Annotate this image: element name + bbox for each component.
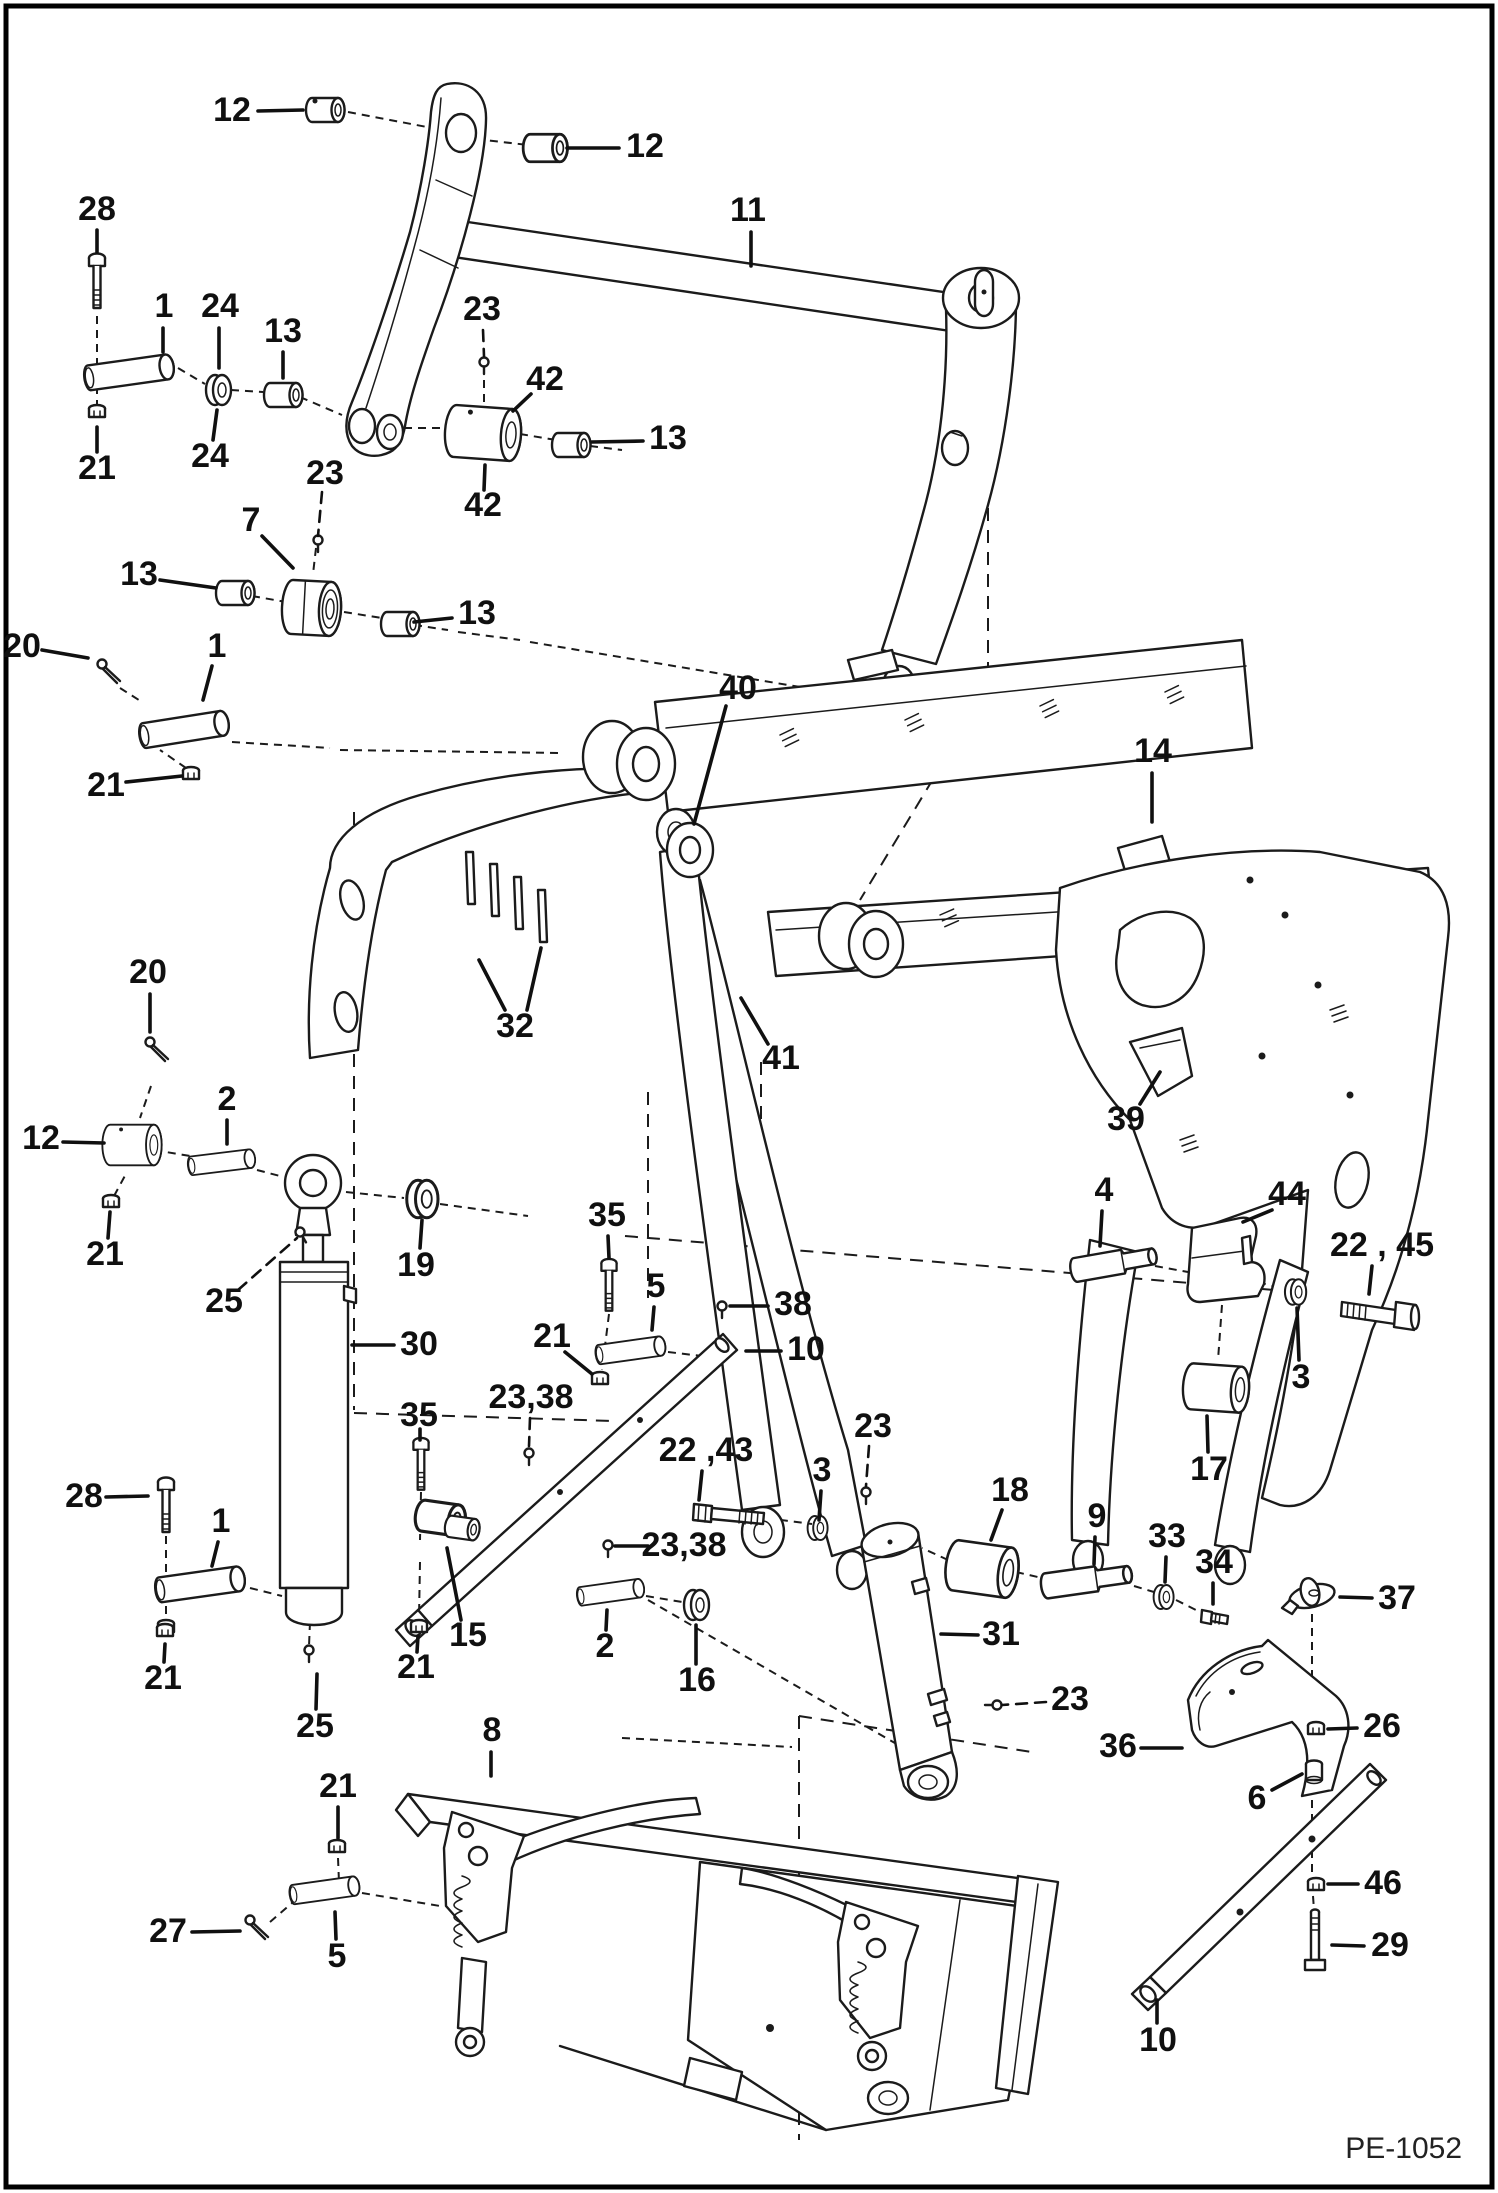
part-callout-36-61: 36 bbox=[1099, 1726, 1137, 1765]
leader-line-19 bbox=[420, 1220, 422, 1248]
bushing-13-b bbox=[552, 433, 591, 457]
part-callout-34-58: 34 bbox=[1195, 1542, 1233, 1581]
bushing-13-d bbox=[381, 612, 420, 636]
part-callout-20-25: 20 bbox=[129, 952, 167, 991]
leader-line-33 bbox=[1165, 1557, 1166, 1582]
leader-line-26 bbox=[1328, 1728, 1357, 1729]
part-callout-6-63: 6 bbox=[1247, 1778, 1267, 1817]
leader-line-9 bbox=[1094, 1537, 1095, 1564]
leader-line-4 bbox=[1100, 1211, 1102, 1246]
nut-21-a bbox=[89, 405, 105, 417]
leader-line-37 bbox=[1340, 1597, 1372, 1598]
leader-line-29 bbox=[1332, 1945, 1364, 1946]
part-callout-1-4: 1 bbox=[154, 286, 174, 325]
part-callout-14-22: 14 bbox=[1134, 731, 1172, 770]
nut-21-g bbox=[157, 1624, 173, 1636]
part-callout-39-24: 39 bbox=[1107, 1099, 1145, 1138]
bushing-17 bbox=[1181, 1363, 1250, 1413]
nut-26 bbox=[1308, 1722, 1324, 1734]
part-callout-25-29: 25 bbox=[205, 1281, 243, 1320]
part-callout-23-60: 23 bbox=[1051, 1679, 1089, 1718]
leader-line-5 bbox=[652, 1307, 654, 1330]
part-callout-12-26: 12 bbox=[22, 1118, 60, 1157]
part-callout-19-30: 19 bbox=[397, 1245, 435, 1284]
part-callout-2-27: 2 bbox=[217, 1079, 237, 1118]
part-callout-23-38-51: 23,38 bbox=[641, 1525, 727, 1564]
part-callout-13-9: 13 bbox=[649, 418, 687, 457]
part-callout-12-0: 12 bbox=[213, 90, 251, 129]
leader-line-31 bbox=[941, 1634, 978, 1635]
part-callout-21-72: 21 bbox=[144, 1658, 182, 1697]
bushing-12-right bbox=[523, 134, 567, 162]
leader-line-3 bbox=[1297, 1308, 1299, 1360]
part-callout-42-12: 42 bbox=[464, 485, 502, 524]
part-callout-24-5: 24 bbox=[201, 286, 239, 325]
part-callout-26-62: 26 bbox=[1363, 1706, 1401, 1745]
part-callout-20-18: 20 bbox=[3, 626, 41, 665]
part-callout-24-11: 24 bbox=[191, 436, 229, 475]
leader-line-5 bbox=[335, 1912, 336, 1939]
part-callout-11-2: 11 bbox=[730, 190, 766, 229]
part-callout-23-7: 23 bbox=[463, 289, 501, 328]
part-callout-28-46: 28 bbox=[65, 1476, 103, 1515]
part-callout-13-16: 13 bbox=[458, 593, 496, 632]
nut-46 bbox=[1308, 1878, 1324, 1890]
part-callout-16-53: 16 bbox=[678, 1660, 716, 1699]
part-callout-32-21: 32 bbox=[496, 1006, 534, 1045]
part-callout-9-56: 9 bbox=[1087, 1496, 1107, 1535]
part-callout-31-54: 31 bbox=[982, 1614, 1020, 1653]
bushing-18 bbox=[943, 1539, 1022, 1599]
nut-21-e bbox=[411, 1620, 427, 1632]
part-callout-22-43-38: 22 ,43 bbox=[658, 1430, 754, 1469]
part-callout-28-3: 28 bbox=[78, 189, 116, 228]
part-callout-21-36: 21 bbox=[533, 1316, 571, 1355]
part-callout-37-59: 37 bbox=[1378, 1578, 1416, 1617]
part-callout-15-49: 15 bbox=[449, 1615, 487, 1654]
part-callout-13-15: 13 bbox=[120, 554, 158, 593]
part-callout-30-31: 30 bbox=[400, 1324, 438, 1363]
part-callout-40-20: 40 bbox=[719, 668, 757, 707]
part-callout-2-52: 2 bbox=[595, 1626, 615, 1665]
part-callout-21-19: 21 bbox=[87, 765, 125, 804]
part-callout-21-10: 21 bbox=[78, 448, 116, 487]
bushing-7 bbox=[281, 579, 343, 636]
part-callout-25-69: 25 bbox=[296, 1706, 334, 1745]
part-callout-3-44: 3 bbox=[1291, 1357, 1311, 1396]
part-callout-7-14: 7 bbox=[241, 500, 261, 539]
part-callout-13-6: 13 bbox=[264, 311, 302, 350]
part-callout-38-34: 38 bbox=[774, 1284, 812, 1323]
part-callout-1-47: 1 bbox=[211, 1501, 231, 1540]
part-callout-23-38-37: 23,38 bbox=[488, 1377, 574, 1416]
bushing-12-left bbox=[306, 98, 345, 122]
part-callout-44-42: 44 bbox=[1268, 1174, 1306, 1213]
nut-21-f bbox=[592, 1372, 608, 1384]
spacer-6 bbox=[1306, 1761, 1322, 1784]
leader-line-25 bbox=[316, 1674, 317, 1709]
part-callout-29-65: 29 bbox=[1371, 1925, 1409, 1964]
leader-line-35 bbox=[608, 1236, 609, 1258]
part-callout-10-35: 10 bbox=[787, 1329, 825, 1368]
part-callout-3-39: 3 bbox=[812, 1450, 832, 1489]
part-callout-21-68: 21 bbox=[319, 1766, 357, 1805]
part-callout-1-17: 1 bbox=[207, 626, 227, 665]
bushing-13-a bbox=[264, 383, 303, 407]
bushing-12-c bbox=[102, 1125, 161, 1166]
part-callout-5-33: 5 bbox=[646, 1266, 666, 1305]
part-callout-42-8: 42 bbox=[526, 359, 564, 398]
part-callout-4-41: 4 bbox=[1094, 1170, 1114, 1209]
bushing-13-c bbox=[216, 581, 255, 605]
leader-line-12 bbox=[63, 1142, 104, 1143]
leader-line-17 bbox=[1207, 1416, 1208, 1452]
part-callout-18-55: 18 bbox=[991, 1470, 1029, 1509]
part-callout-23-40: 23 bbox=[854, 1406, 892, 1445]
part-callout-8-67: 8 bbox=[482, 1710, 502, 1749]
part-callout-12-1: 12 bbox=[626, 126, 664, 165]
part-callout-33-57: 33 bbox=[1148, 1516, 1186, 1555]
nut-21-c bbox=[103, 1195, 119, 1207]
wedge-44 bbox=[1188, 1218, 1265, 1302]
leader-line-28 bbox=[106, 1496, 148, 1497]
part-callout-5-71: 5 bbox=[327, 1936, 347, 1975]
nut-21-b bbox=[183, 767, 199, 779]
part-callout-21-50: 21 bbox=[397, 1647, 435, 1686]
leader-line-3 bbox=[819, 1491, 821, 1520]
bushing-42 bbox=[443, 404, 522, 461]
part-callout-41-23: 41 bbox=[762, 1038, 800, 1077]
part-callout-10-66: 10 bbox=[1139, 2020, 1177, 2059]
nut-21-h bbox=[329, 1840, 345, 1852]
part-callout-22-45-43: 22 , 45 bbox=[1330, 1225, 1434, 1264]
leader-line-13 bbox=[592, 441, 643, 442]
part-callout-46-64: 46 bbox=[1364, 1863, 1402, 1902]
leader-line-12 bbox=[258, 110, 303, 111]
part-callout-27-70: 27 bbox=[149, 1911, 187, 1950]
leader-line-27 bbox=[192, 1931, 240, 1932]
part-callout-23-13: 23 bbox=[306, 453, 344, 492]
part-callout-17-45: 17 bbox=[1190, 1449, 1228, 1488]
part-callout-35-48: 35 bbox=[400, 1395, 438, 1434]
drawing-number: PE-1052 bbox=[1345, 2132, 1462, 2165]
part-callout-35-32: 35 bbox=[588, 1195, 626, 1234]
part-callout-21-28: 21 bbox=[86, 1234, 124, 1273]
